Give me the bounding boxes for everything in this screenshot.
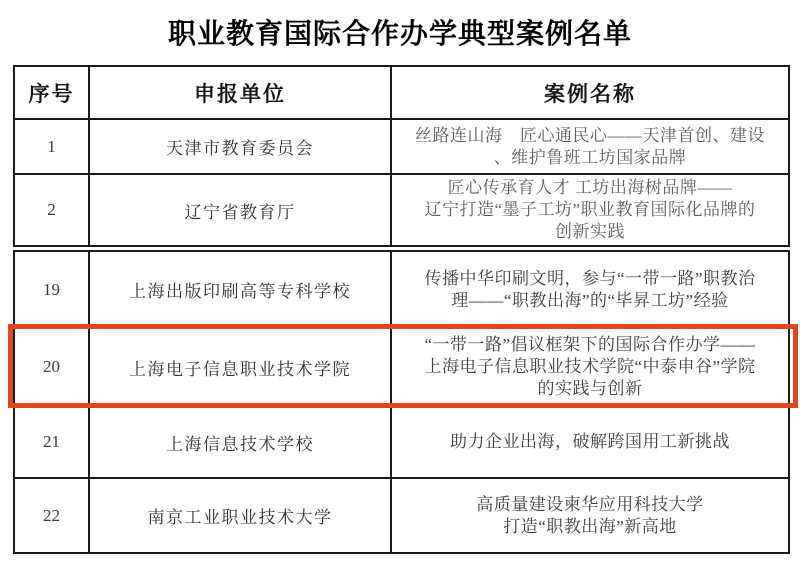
- page-title: 职业教育国际合作办学典型案例名单: [167, 18, 632, 49]
- unit-cell: 天津市教育委员会: [89, 119, 391, 174]
- row-number: 20: [14, 328, 89, 406]
- column-header-no: 序号: [14, 66, 89, 119]
- table-row: [14, 119, 789, 174]
- unit-cell: 上海出版印刷高等专科学校: [89, 251, 391, 328]
- unit-cell: 南京工业职业技术大学: [89, 478, 391, 553]
- table-row: [14, 478, 789, 553]
- case-cell: “一带一路”倡议框架下的国际合作办学—— 上海电子信息职业技术学院“中泰申谷”学院 的实践与创新: [391, 328, 789, 406]
- row-number: 22: [14, 478, 89, 553]
- row-number: 19: [14, 251, 89, 328]
- case-cell: 丝路连山海 匠心通民心——天津首创、建设 、维护鲁班工坊国家品牌: [391, 119, 789, 174]
- table-section-lower: [13, 250, 790, 554]
- case-list-tables: [13, 65, 788, 554]
- case-cell: 匠心传承育人才 工坊出海树品牌—— 辽宁打造“墨子工坊”职业教育国际化品牌的 创新实践: [391, 174, 789, 246]
- case-cell: 传播中华印刷文明，参与“一带一路”职教治 理——“职教出海”的“毕昇工坊”经验: [391, 251, 789, 328]
- unit-cell: 上海信息技术学校: [89, 406, 391, 478]
- unit-cell: 辽宁省教育厅: [89, 174, 391, 246]
- row-number: 2: [14, 174, 89, 246]
- column-header-case: 案例名称: [391, 66, 789, 119]
- row-number: 21: [14, 406, 89, 478]
- table-row-highlighted: [14, 328, 789, 406]
- table-row: [14, 174, 789, 246]
- row-number: 1: [14, 119, 89, 174]
- column-header-unit: 申报单位: [89, 66, 391, 119]
- case-cell: 高质量建设柬华应用科技大学 打造“职教出海”新高地: [391, 478, 789, 553]
- table-row: [14, 251, 789, 328]
- table-section-upper: [13, 65, 790, 247]
- table-row: [14, 406, 789, 478]
- table-header-row: [14, 66, 789, 119]
- unit-cell: 上海电子信息职业技术学院: [89, 328, 391, 406]
- case-cell: 助力企业出海，破解跨国用工新挑战: [391, 406, 789, 478]
